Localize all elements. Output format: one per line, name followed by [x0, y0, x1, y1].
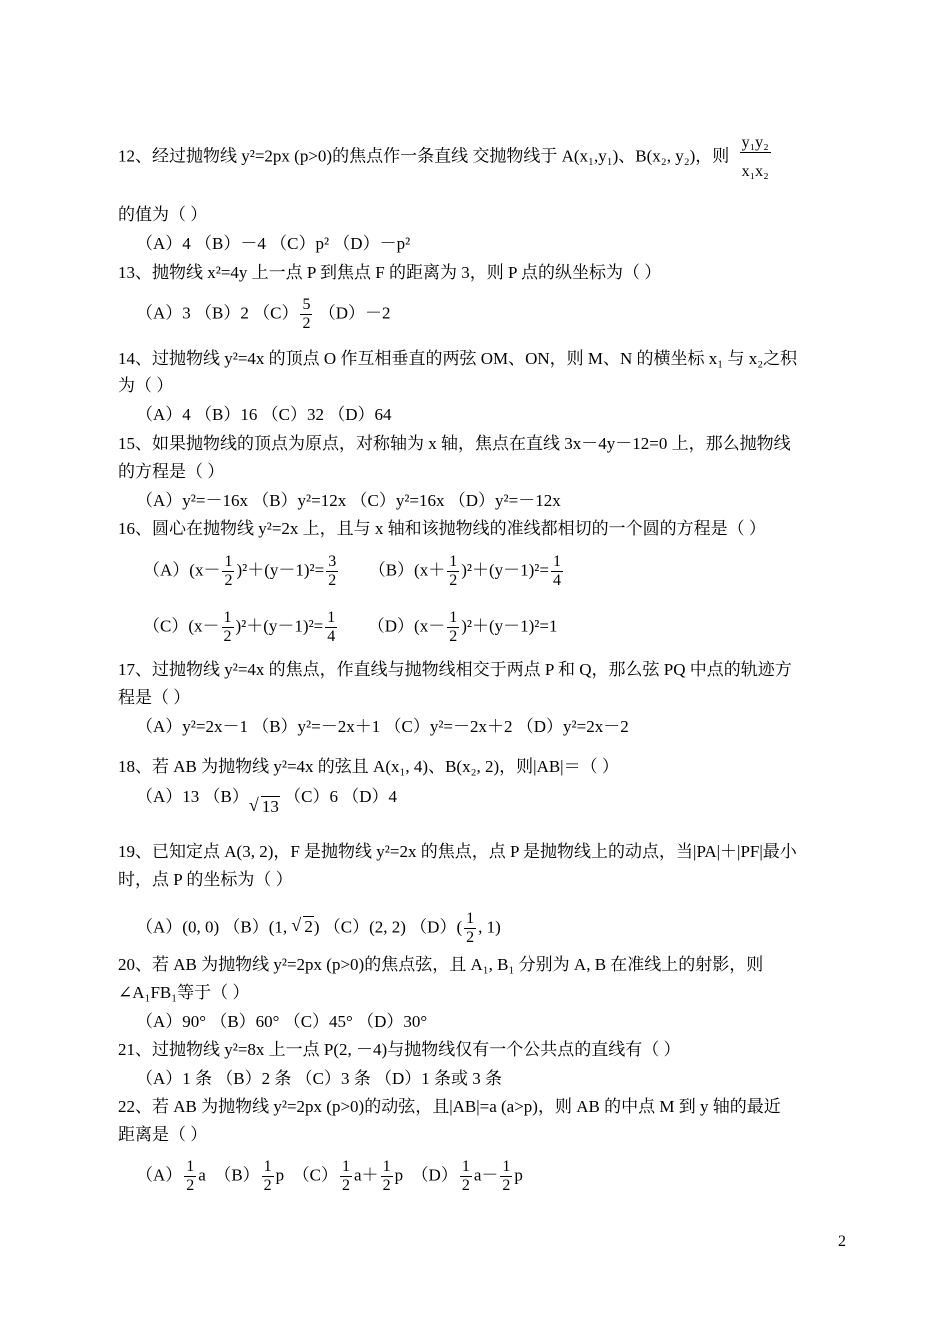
q17-line1: 17、过抛物线 y²=4x 的焦点，作直线与抛物线相交于两点 P 和 Q，那么弦 PQ 中点的轨迹方 [118, 660, 792, 679]
q20-options: （A）90° （B）60° （C）45° （D）30° [136, 1012, 428, 1031]
q21-line1: 21、过抛物线 y²=8x 上一点 P(2, －4)与抛物线仅有一个公共点的直线有（ ） [118, 1040, 681, 1059]
fraction: $\frac{1}{2}$ [461, 1158, 470, 1194]
q22-line2: 距离是（ ） [118, 1125, 208, 1144]
q15-line1: 15、如果抛物线的顶点为原点，对称轴为 x 轴，焦点在直线 3x－4y－12=0 上，那么抛物线 [118, 434, 791, 453]
q13-options: （A）3 （B）2 （C） $\frac{5}{2}$ （D）－2 [136, 296, 391, 332]
q15-options: （A）y²=－16x （B）y²=12x （C）y²=16x （D）y²=－12x [136, 491, 561, 510]
q22-options: （A） $\frac{1}{2}$ a （B） $\frac{1}{2}$ p （C） $\frac{1}{2}$ a＋ $\frac{1}{2}$ p （D） $\frac{1}{2}$ a－ $\frac{1}{2}$ p [136, 1158, 523, 1194]
q22-line1: 22、若 AB 为抛物线 y²=2px (p>0)的动弦，且|AB|=a (a>p)，则 AB 的中点 M 到 y 轴的最近 [118, 1097, 781, 1116]
q14-options: （A）4 （B）16 （C）32 （D）64 [136, 405, 392, 424]
fraction: $\frac{1}{2}$ [224, 553, 233, 589]
fraction: $\frac{5}{2}$ [302, 296, 311, 332]
q14-line1: 14、过抛物线 y²=4x 的顶点 O 作互相垂直的两弦 OM、ON，则 M、N 的横坐标 x₁ 与 x₂之积 [118, 349, 798, 368]
q16-line1: 16、圆心在抛物线 y²=2x 上，且与 x 轴和该抛物线的准线都相切的一个圆的方程是（ ） [118, 519, 766, 538]
q20-line1: 20、若 AB 为抛物线 y²=2px (p>0)的焦点弦，且 A₁, B₁ 分别为 A, B 在准线上的射影，则 [118, 955, 764, 974]
fraction: $\frac{1}{2}$ [449, 609, 458, 645]
q19-options: （A）(0, 0) （B）(1, √ 2) （C）(2, 2) （D）( $\frac{1}{2}$ , 1) [136, 910, 501, 946]
fraction: $\frac{1}{2}$ [382, 1158, 391, 1194]
q18-line1: 18、若 AB 为抛物线 y²=4x 的弦且 A(x₁, 4)、B(x₂, 2)，则|AB|＝（ ） [118, 757, 619, 776]
sqrt: √ 2 [291, 915, 313, 937]
q19-line2: 时，点 P 的坐标为（ ） [118, 870, 293, 889]
fraction: $\frac{1}{2}$ [263, 1158, 272, 1194]
q12-line1: 12、经过抛物线 y²=2px (p>0)的焦点作一条直线 交抛物线于 A(x₁,y₁)、B(x₂, y₂)，则 $\frac{\text{y₁y₂}}{\text{x₁x₂}}$ [118, 134, 769, 180]
q16-options-ab: （A）(x－ $\frac{1}{2}$ )²＋(y－1)²= $\frac{3}{2}$ （B）(x＋ $\frac{1}{2}$ )²＋(y－1)²= $\frac{1}{4}$ [143, 553, 561, 589]
q18-options: （A）13 （B） √ 13 （C）6 （D）4 [136, 787, 397, 816]
page-number: 2 [838, 1233, 846, 1250]
q15-line2: 的方程是（ ） [118, 462, 225, 481]
sqrt: √ 13 [248, 795, 279, 816]
q12-fraction: $\frac{\text{y₁y₂}}{\text{x₁x₂}}$ [741, 134, 769, 180]
fraction: $\frac{1}{2}$ [449, 553, 458, 589]
fraction: $\frac{3}{2}$ [328, 553, 337, 589]
q12-line2: 的值为（ ） [118, 205, 208, 224]
q13-line1: 13、抛物线 x²=4y 上一点 P 到焦点 F 的距离为 3，则 P 点的纵坐标为（ ） [118, 263, 662, 282]
fraction: $\frac{1}{2}$ [186, 1158, 195, 1194]
fraction: $\frac{1}{4}$ [552, 553, 561, 589]
q16-options-cd: （C）(x－ $\frac{1}{2}$ )²＋(y－1)²= $\frac{1}{4}$ （D）(x－ $\frac{1}{2}$ )²＋(y－1)²=1 [143, 609, 558, 645]
q12-options: （A）4 （B）－4 （C）p² （D）－p² [136, 234, 411, 253]
q20-line2: ∠A₁FB₁等于（ ） [118, 983, 250, 1002]
q17-line2: 程是（ ） [118, 688, 191, 707]
fraction: $\frac{1}{2}$ [223, 609, 232, 645]
fraction: $\frac{1}{2}$ [342, 1158, 351, 1194]
fraction: $\frac{1}{2}$ [466, 910, 475, 946]
q19-line1: 19、已知定点 A(3, 2)，F 是抛物线 y²=2x 的焦点，点 P 是抛物线上的动点，当|PA|＋|PF|最小 [118, 842, 797, 861]
fraction: $\frac{1}{2}$ [502, 1158, 511, 1194]
q21-options: （A）1 条 （B）2 条 （C）3 条 （D）1 条或 3 条 [136, 1069, 502, 1088]
fraction: $\frac{1}{4}$ [327, 609, 336, 645]
q17-options: （A）y²=2x－1 （B）y²=－2x＋1 （C）y²=－2x＋2 （D）y²=2x－2 [136, 717, 629, 736]
q14-line2: 为（ ） [118, 376, 174, 395]
